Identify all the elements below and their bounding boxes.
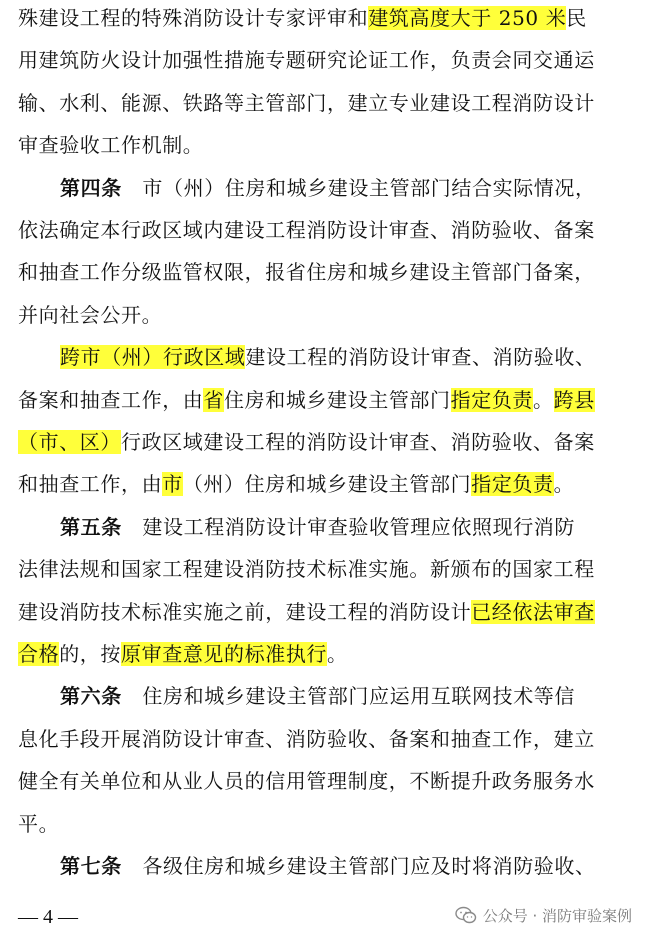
text-segment: 民 <box>566 6 587 30</box>
text-segment: 并向社会公开。 <box>18 302 163 327</box>
text-line <box>18 592 638 632</box>
text-segment: 殊建设工程的特殊消防设计专家评审和 <box>18 6 369 30</box>
highlighted-text: 原审查意见的标准执行 <box>121 642 328 666</box>
text-line <box>18 380 638 420</box>
text-line <box>18 295 638 335</box>
highlighted-text: 指定负责 <box>450 387 534 412</box>
text-segment: 输、水利、能源、铁路等主管部门，建立专业建设工程消防设计 <box>18 90 595 115</box>
text-segment: 建设消防技术标准实施之前，建设工程的消防设计 <box>18 599 472 624</box>
highlighted-text: 指定负责 <box>471 472 554 497</box>
text-line <box>18 719 638 759</box>
text-segment: 平。 <box>18 811 60 836</box>
text-segment: 各级住房和城乡建设主管部门应及时将消防验收、 <box>121 854 596 878</box>
text-line <box>60 168 638 208</box>
highlighted-text: 跨县 <box>553 387 595 412</box>
text-segment: 。 <box>327 642 348 666</box>
text-line <box>18 804 638 844</box>
text-line <box>18 422 638 462</box>
highlighted-text: 市 <box>162 472 183 497</box>
text-line <box>18 252 638 292</box>
article-number: 第七条 <box>60 854 122 878</box>
text-segment: 依法确定本行政区域内建设工程消防设计审查、消防验收、备案 <box>18 218 595 242</box>
text-segment: 。 <box>533 387 554 412</box>
article-number: 第五条 <box>60 514 122 539</box>
text-line <box>18 210 638 250</box>
article-number: 第四条 <box>60 175 122 200</box>
highlighted-text: 已经依法审查 <box>471 599 595 624</box>
wechat-icon <box>455 906 477 924</box>
highlighted-text: 建筑高度大于 250 米 <box>368 6 567 30</box>
text-line <box>60 507 638 547</box>
text-segment: 的，按 <box>59 642 122 666</box>
text-segment: 住房和城乡建设主管部门 <box>224 387 451 412</box>
text-segment: 建设工程的消防设计审查、消防验收、 <box>245 345 596 370</box>
text-segment: 备案和抽查工作，由 <box>18 387 204 412</box>
text-line <box>18 125 638 165</box>
text-segment: 和抽查工作，由 <box>18 472 163 497</box>
text-segment: 住房和城乡建设主管部门应运用互联网技术等信 <box>121 684 576 709</box>
text-segment: 市（州）住房和城乡建设主管部门结合实际情况， <box>121 175 596 200</box>
text-line <box>18 464 638 504</box>
highlighted-text: 跨市（州）行政区域 <box>60 345 246 370</box>
text-segment: 健全有关单位和从业人员的信用管理制度，不断提升政务服务水 <box>18 769 595 794</box>
text-line <box>18 83 638 123</box>
watermark-text: 公众号 · 消防审验案例 <box>482 906 632 925</box>
text-line <box>18 761 638 801</box>
highlighted-text: （市、区） <box>18 430 121 454</box>
text-segment: 息化手段开展消防设计审查、消防验收、备案和抽查工作，建立 <box>18 726 595 751</box>
highlighted-text: 省 <box>203 387 225 412</box>
watermark <box>455 900 632 930</box>
text-segment: 审查验收工作机制。 <box>18 133 204 158</box>
text-line <box>18 0 638 38</box>
article-number: 第六条 <box>60 684 122 709</box>
text-line <box>18 40 638 80</box>
text-segment: （州）住房和城乡建设主管部门 <box>182 472 472 497</box>
text-segment: 行政区域建设工程的消防设计审查、消防验收、备案 <box>121 430 595 454</box>
highlighted-text: 合格 <box>18 642 60 666</box>
text-line <box>60 337 638 377</box>
text-segment: 建设工程消防设计审查验收管理应依照现行消防 <box>121 514 576 539</box>
text-line <box>18 634 638 674</box>
text-line <box>18 549 638 589</box>
text-segment: 法律法规和国家工程建设消防技术标准实施。新颁布的国家工程 <box>18 557 595 582</box>
text-segment: 。 <box>553 472 575 497</box>
text-segment: 用建筑防火设计加强性措施专题研究论证工作，负责会同交通运 <box>18 48 595 73</box>
page-number: — 4 — <box>18 906 78 928</box>
text-line <box>60 676 638 716</box>
text-line <box>60 846 638 886</box>
text-segment: 和抽查工作分级监管权限，报省住房和城乡建设主管部门备案， <box>18 260 595 285</box>
